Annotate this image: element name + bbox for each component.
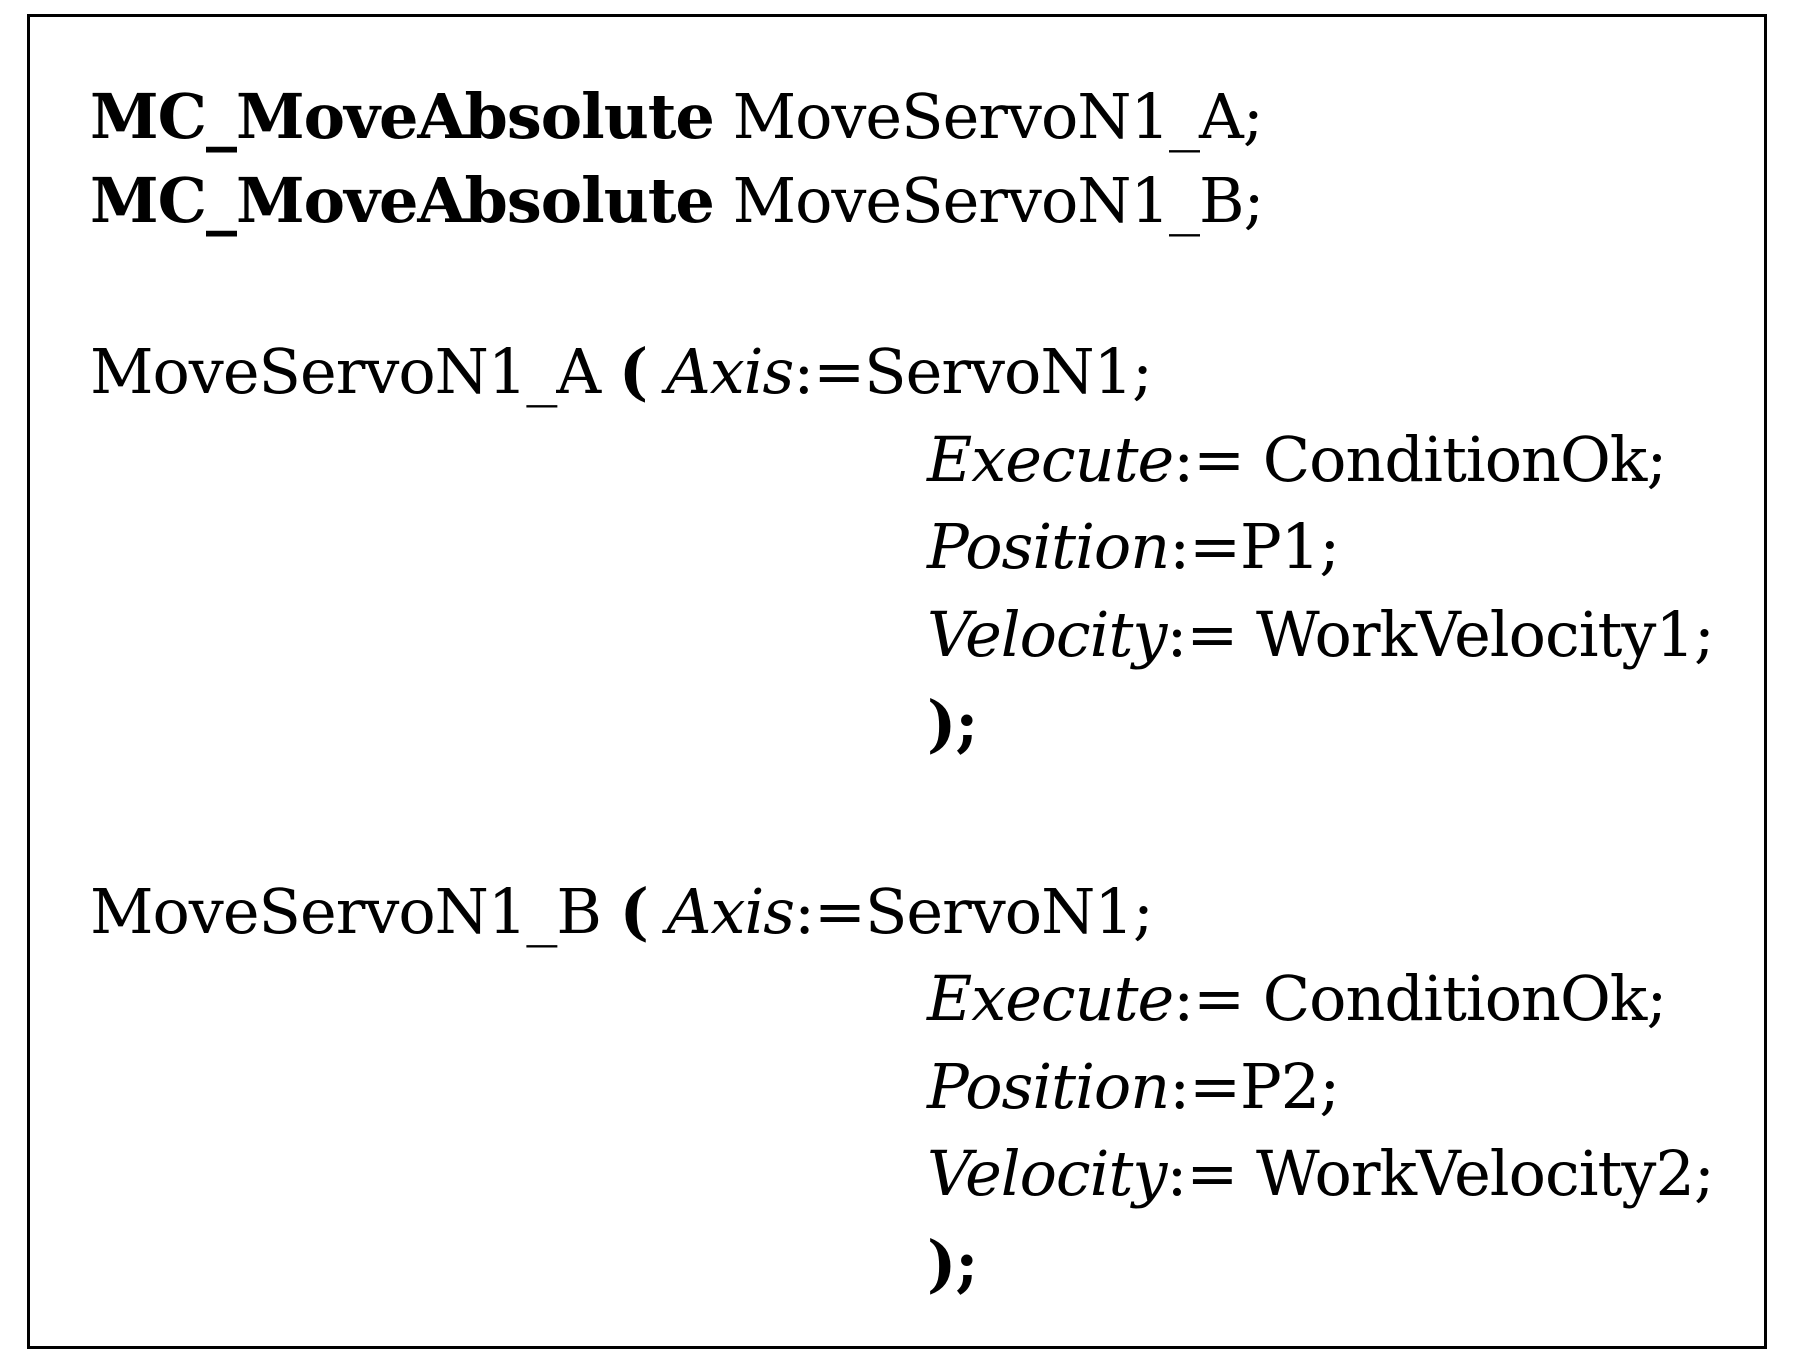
open-paren: ( [619,875,649,948]
call-line-b [90,877,1153,947]
param-key: Velocity [927,1137,1167,1210]
param-key: Position [927,510,1170,583]
param-value: := WorkVelocity1; [1166,598,1714,671]
instance-name: MoveServoN1_A; [732,80,1263,153]
call-line-a [90,337,1152,407]
close-paren: ); [927,1227,978,1300]
call-instance: MoveServoN1_A [90,335,601,408]
param-key: Axis [665,335,794,408]
param-line [927,425,1666,495]
declaration-line-b [90,166,1263,236]
param-key: Execute [927,423,1174,496]
param-key: Execute [927,962,1174,1035]
param-key: Position [927,1050,1170,1123]
declaration-line-a [90,82,1263,152]
param-line [927,600,1714,670]
param-line [927,964,1666,1034]
param-value: := ConditionOk; [1173,423,1667,496]
param-line [927,1139,1714,1209]
param-value: :=ServoN1; [794,875,1153,948]
param-value: :=P1; [1169,510,1340,583]
close-paren-line [927,1229,977,1299]
close-paren: ); [927,687,978,760]
open-paren: ( [618,335,648,408]
param-key: Velocity [927,598,1167,671]
close-paren-line [927,689,977,759]
param-key: Axis [666,875,795,948]
param-value: := ConditionOk; [1173,962,1667,1035]
fb-type: MC_MoveAbsolute [90,80,714,153]
instance-name: MoveServoN1_B; [732,164,1264,237]
param-value: :=P2; [1169,1050,1340,1123]
param-value: :=ServoN1; [793,335,1152,408]
code-box [27,14,1767,1349]
param-line [927,512,1339,582]
param-value: := WorkVelocity2; [1166,1137,1714,1210]
fb-type: MC_MoveAbsolute [90,164,714,237]
param-line [927,1052,1339,1122]
call-instance: MoveServoN1_B [90,875,601,948]
